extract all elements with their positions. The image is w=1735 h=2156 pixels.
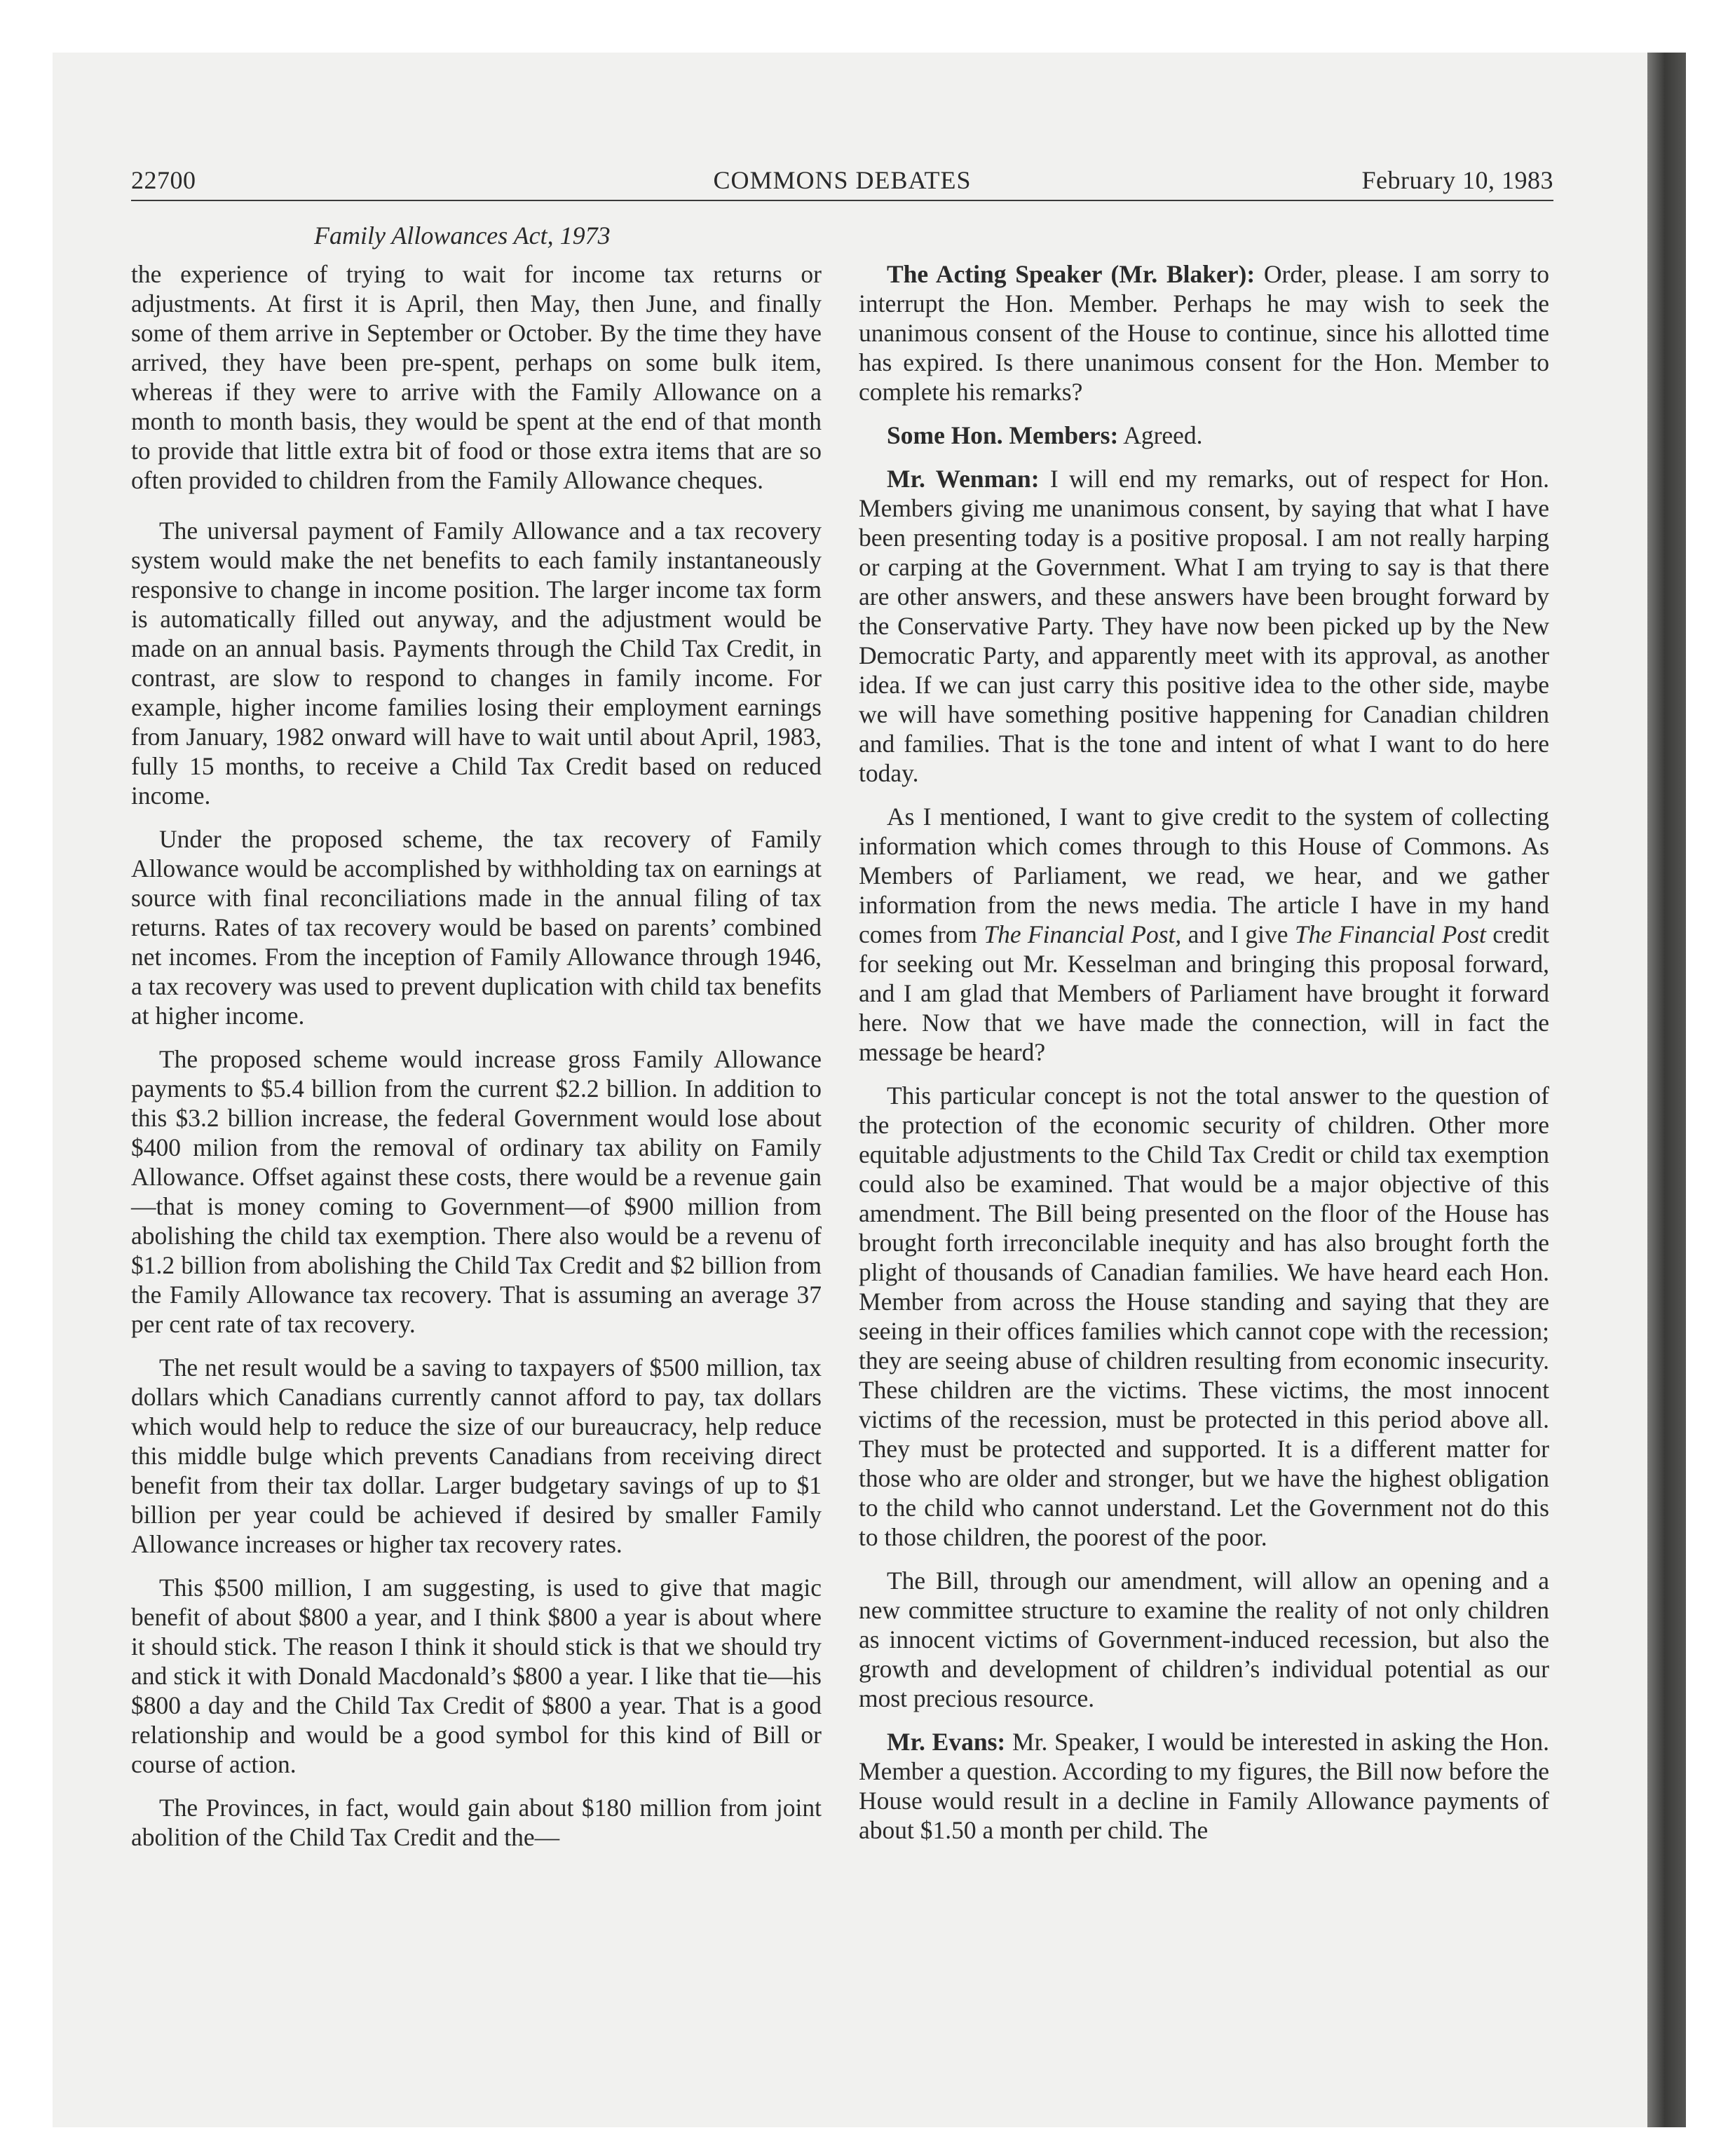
section-caption: Family Allowances Act, 1973: [314, 221, 611, 250]
issue-date: February 10, 1983: [1361, 166, 1553, 194]
paragraph: the experience of trying to wait for income tax returns or adjustments. At first it is April, then May, then June, and finally some of them arrive in September or October. By the time they have arrived, they have been pre-spent, perhaps on some bulk item, whereas if they were to arrive with the Family Allowance on a month to month basis, they would be spent at the end of that month to provide that little extra bit of food or those extra items that are so often provided to children from the Family Allowance cheques.: [131, 260, 822, 494]
paragraph: Under the proposed scheme, the tax recovery of Family Allowance would be accomplished by withholding tax on earnings at source with final reconciliations made in the annual filing of tax returns. Rates of tax recovery would be based on parents’ combined net incomes. From the inception of Family Allowance through 1946, a tax recovery was used to prevent duplication with child tax benefits at higher income.: [131, 825, 822, 1030]
speech-text: Agreed.: [1118, 421, 1203, 449]
paragraph-text: and I give: [1181, 920, 1295, 948]
speaker-name: Mr. Evans:: [887, 1728, 1006, 1756]
running-head: [131, 164, 1553, 196]
publication-title: The Financial Post,: [984, 920, 1182, 948]
speaker-name: The Acting Speaker (Mr. Blaker):: [887, 260, 1256, 288]
paragraph-text: As I mentioned, I want to give credit to the system of collecting information which comes through to this House of Commons. As Members of Parliament, we read, we hear, and we gather information from the news media. The article I have in my hand comes from: [859, 803, 1549, 948]
speech-paragraph: [859, 1727, 1549, 1845]
speaker-name: Some Hon. Members:: [887, 421, 1119, 449]
speech-paragraph: [859, 259, 1549, 407]
speaker-name: Mr. Wenman:: [887, 465, 1040, 493]
paragraph-text: credit for seeking out Mr. Kesselman and bringing this proposal forward, and I am glad that Members of Parliament have brought it forward here. Now that we have made the connection, will in fact the message be heard?: [859, 920, 1550, 1066]
right-column: [859, 259, 1549, 1859]
speech-paragraph: [859, 421, 1549, 450]
header-rule: [131, 200, 1553, 201]
paragraph: The proposed scheme would increase gross Family Allowance payments to $5.4 billion from the current $2.2 billion. In addition to this $3.2 billion increase, the federal Government would lose about $400 milion from the removal of ordinary tax ability on Family Allowance. Offset against these costs, there would be a revenue gain—that is money coming to Government—of $900 million from abolishing the child tax exemption. There also would be a revenu of $1.2 billion from abolishing the Child Tax Credit and $2 billion from the Family Allowance tax recovery. That is assuming an average 37 per cent rate of tax recovery.: [131, 1045, 822, 1338]
journal-title: COMMONS DEBATES: [713, 166, 972, 194]
page-number: 22700: [131, 166, 196, 194]
paragraph: The universal payment of Family Allowance and a tax recovery system would make the net benefits to each family instantaneously responsive to change in income position. The larger income tax form is automatically filled out anyway, and the adjustment would be made on an annual basis. Payments through the Child Tax Credit, in contrast, are slow to respond to changes in family income. For example, higher income families losing their employment earnings from January, 1982 onward will have to wait until about April, 1983, fully 15 months, to receive a Child Tax Credit based on reduced income.: [131, 517, 822, 810]
speech-text: Order, please. I am sorry to interrupt the Hon. Member. Perhaps he may wish to seek the unanimous consent of the House to continue, since his allotted time has expired. Is there unanimous consent for the Hon. Member to complete his remarks?: [859, 260, 1550, 406]
left-column: [131, 259, 822, 1866]
paragraph: This particular concept is not the total answer to the question of the protection of the economic security of children. Other more equitable adjustments to the Child Tax Credit or child tax exemption could also be examined. That would be a major objective of this amendment. The Bill being presented on the floor of the House has brought forth irreconcilable inequity and has also brought forth the plight of thousands of Canadian families. We have heard each Hon. Member from across the House standing and saying that they are seeing in their offices families which cannot cope with the recession; they are seeing abuse of children resulting from economic insecurity. These children are the victims. These victims, the most innocent victims of the recession, must be protected in this period above all. They must be protected and supported. It is a different matter for those who are older and stronger, but we have the highest obligation to the child who cannot understand. Let the Government not do this to those children, the poorest of the poor.: [859, 1082, 1549, 1551]
paragraph: This $500 million, I am suggesting, is used to give that magic benefit of about $800 a year, and I think $800 a year is about where it should stick. The reason I think it should stick is that we should try and stick it with Donald Macdonald’s $800 a year. I like that tie—his $800 a day and the Child Tax Credit of $800 a year. That is a good relationship and would be a good symbol for this kind of Bill or course of action.: [131, 1574, 822, 1778]
speech-text: Mr. Speaker, I would be interested in asking the Hon. Member a question. According to my figures, the Bill now before the House would result in a decline in Family Allowance payments of about $1.50 a month per child. The: [859, 1728, 1549, 1844]
speech-text: I will end my remarks, out of respect for Hon. Members giving me unanimous consent, by saying that what I have been presenting today is a positive proposal. I am not really harping or carping at the Government. What I am trying to say is that there are other answers, and these answers have been brought forward by the Conservative Party. They have now been picked up by the New Democratic Party, and apparently meet with its approval, as another idea. If we can just carry this positive idea to the other side, maybe we will have something positive happening for Canadian children and families. That is the tone and intent of what I want to do here today.: [859, 465, 1549, 787]
paragraph: The Provinces, in fact, would gain about $180 million from joint abolition of the Child Tax Credit and the—: [131, 1794, 822, 1851]
binding-edge: [1647, 53, 1686, 2127]
paragraph: The Bill, through our amendment, will allow an opening and a new committee structure to examine the reality of not only children as innocent victims of Government-induced recession, but also the growth and development of children’s individual potential as our most precious resource.: [859, 1567, 1549, 1712]
publication-title: The Financial Post: [1294, 920, 1486, 948]
speech-paragraph: [859, 464, 1549, 788]
paragraph: [859, 802, 1549, 1067]
paragraph: The net result would be a saving to taxpayers of $500 million, tax dollars which Canadians currently cannot afford to pay, tax dollars which would help to reduce the size of our bureaucracy, help reduce this middle bulge which prevents Canadians from receiving direct benefit from their tax dollar. Larger budgetary savings of up to $1 billion per year could be achieved if desired by smaller Family Allowance increases or higher tax recovery rates.: [131, 1353, 822, 1558]
